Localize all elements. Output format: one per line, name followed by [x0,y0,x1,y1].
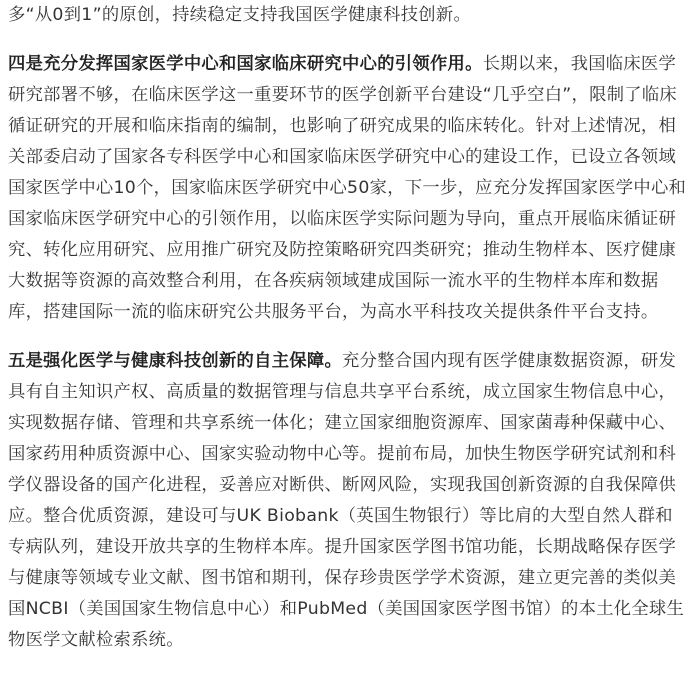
paragraph-spacer [8,31,688,49]
section-4-paragraph [8,49,688,328]
section-5-body: 充分整合国内现有医学健康数据资源，研发具有自主知识产权、高质量的数据管理与信息共享平台系统，成立国家生物信息中心，实现数据存储、管理和共享系统一体化；建立国家细胞资源库、国家菌毒种保藏中心、国家药用种质资源中心、国家实验动物中心等。提前布局，加快生物医学研究试剂和科学仪器设备的国产化进程，妥善应对断供、断网风险，实现我国创新资源的自我保障供应。整合优质资源，建设可与UK Biobank（英国生物银行）等比肩的大型自然人群和专病队列，建设开放共享的生物样本库。提升国家医学图书馆功能，长期战略保存医学与健康等领域专业文献、图书馆和期刊，保存珍贵医学学术资源，建立更完善的类似美国NCBI（美国国家生物信息中心）和PubMed（美国国家医学图书馆）的本土化全球生物医学文献检索系统。 [8,351,685,650]
section-4-body: 长期以来，我国临床医学研究部署不够，在临床医学这一重要环节的医学创新平台建设“几乎空白”，限制了临床循证研究的开展和临床指南的编制，也影响了研究成果的临床转化。针对上述情况，相关部委启动了国家各专科医学中心和国家临床医学研究中心的建设工作，已设立各领域国家医学中心10个，国家临床医学研究中心50家，下一步，应充分发挥国家医学中心和国家临床医学研究中心的引领作用，以临床医学实际问题为导向，重点开展临床循证研究、转化应用研究、应用推广研究及防控策略研究四类研究；推动生物样本、医疗健康大数据等资源的高效整合利用，在各疾病领域建成国际一流水平的生物样本库和数据库，搭建国际一流的临床研究公共服务平台，为高水平科技攻关提供条件平台支持。 [8,54,687,322]
section-5-paragraph [8,346,688,656]
article-body [8,0,688,656]
section-5-lead: 五是强化医学与健康科技创新的自主保障。 [8,351,343,371]
section-4-lead: 四是充分发挥国家医学中心和国家临床研究中心的引领作用。 [8,54,483,74]
paragraph-spacer [8,328,688,346]
intro-paragraph-tail [8,0,688,31]
intro-text: 多“从0到1”的原创，持续稳定支持我国医学健康科技创新。 [8,5,472,25]
